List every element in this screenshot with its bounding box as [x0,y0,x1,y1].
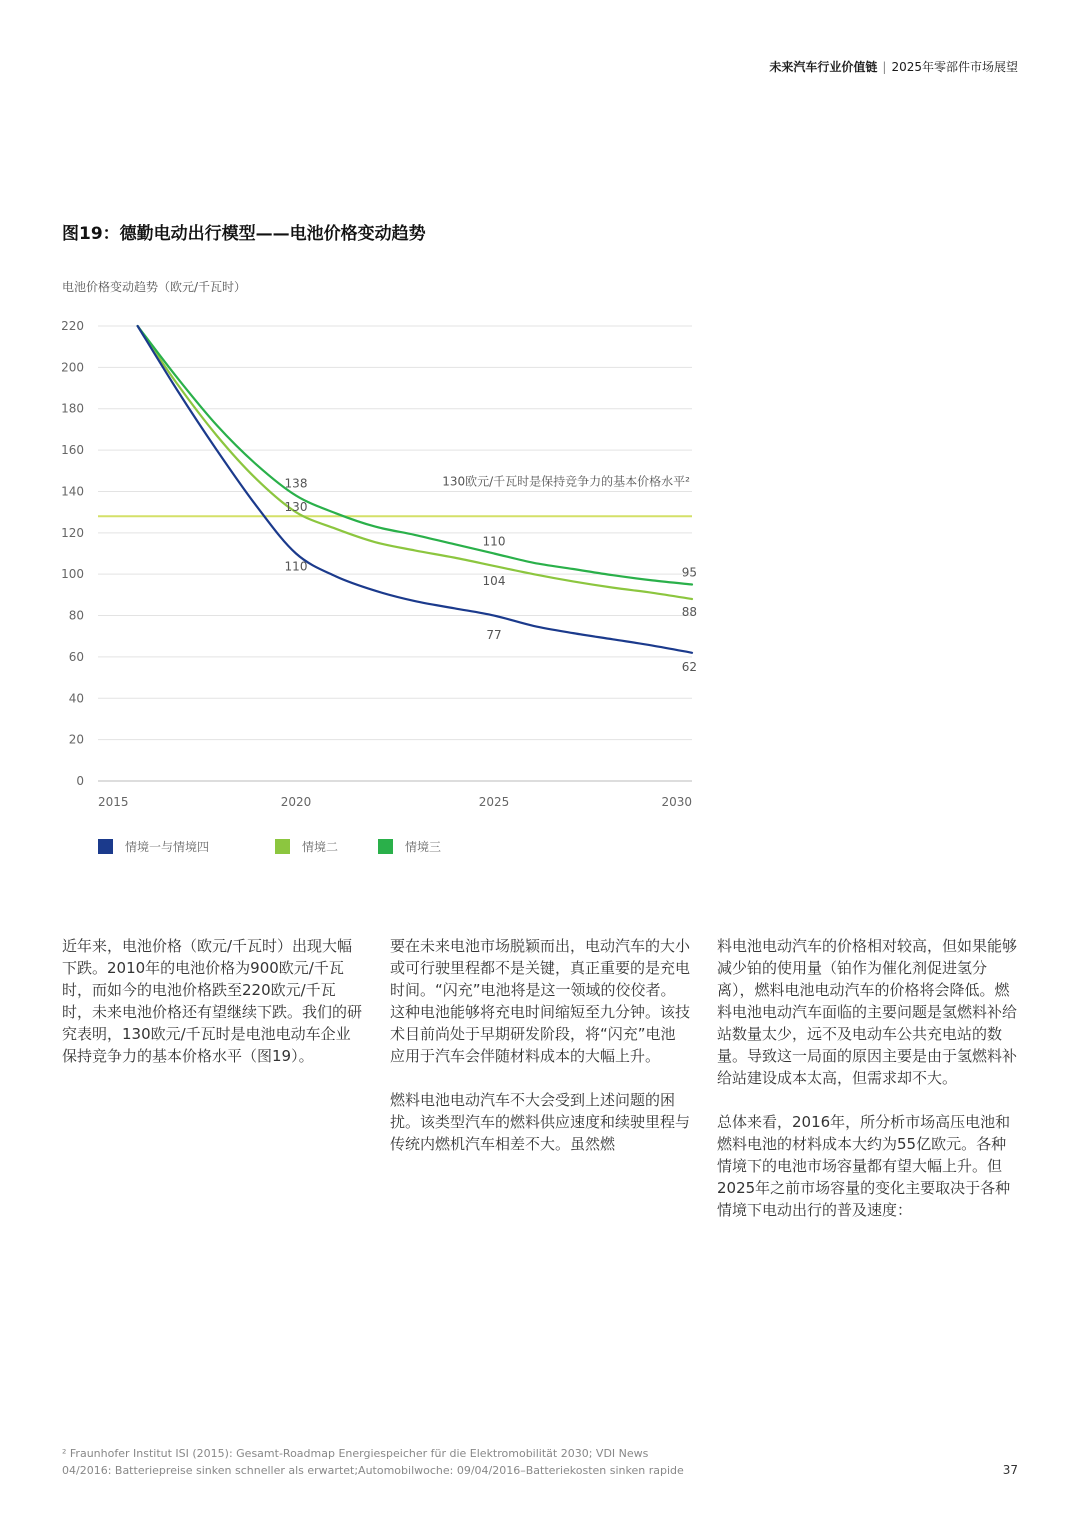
x-tick-label: 2015 [98,795,129,809]
data-label: 110 [284,559,308,574]
y-tick-label: 180 [61,401,84,416]
y-axis-label: 电池价格变动趋势（欧元/千瓦时） [62,280,247,294]
paragraph: 要在未来电池市场脱颖而出，电动汽车的大小或可行驶里程都不是关键，真正重要的是充电时间。“闪充”电池将是这一领域的佼佼者。这种电池能够将充电时间缩短至九分钟。该技术目前尚处于早期研发阶段，将“闪充”电池应用于汽车会伴随材料成本的大幅上升。 [390,937,691,1065]
legend-swatch [98,839,113,854]
y-tick-label: 160 [61,443,84,458]
footnote [62,1445,742,1479]
data-label: 130 [284,500,308,515]
header-separator: | [882,60,887,74]
reference-line-label: 130欧元/千瓦时是保持竞争力的基本价格水平² [442,474,690,489]
y-tick-label: 80 [68,608,84,623]
paragraph: 燃料电池电动汽车不大会受到上述问题的困扰。该类型汽车的燃料供应速度和续驶里程与传统内燃机汽车相差不大。虽然燃 [390,1091,691,1153]
data-label: 138 [284,476,308,491]
series-line-1 [138,326,692,653]
page-number: 37 [1002,1463,1018,1477]
legend-label: 情境一与情境四 [125,839,210,854]
legend-item-scenario-2 [275,836,338,856]
page-header [769,58,1018,75]
data-label: 77 [486,627,502,642]
legend-label: 情境三 [405,839,442,854]
x-tick-label: 2020 [280,795,312,809]
y-tick-label: 200 [61,360,84,375]
footnote-line-1: ² Fraunhofer Institut ISI (2015): Gesamt-Roadmap Energiespeicher für die Elektromobilität 2030; VDI News [62,1447,649,1460]
data-label: 88 [681,605,697,619]
x-tick-label: 2030 [661,795,692,809]
paragraph: 近年来，电池价格（欧元/千瓦时）出现大幅下跌。2010年的电池价格为900欧元/千瓦时，而如今的电池价格跌至220欧元/千瓦时，未来电池价格还有望继续下跌。我们的研究表明，130欧元/千瓦时是电池电动车企业保持竞争力的基本价格水平（图19）。 [62,937,363,1065]
y-tick-label: 220 [61,319,84,333]
y-tick-label: 20 [68,732,84,747]
body-column-3 [717,935,1017,1243]
report-title: 未来汽车行业价值链 [769,60,878,74]
figure-title: 图19：德勤电动出行模型——电池价格变动趋势 [62,224,426,244]
paragraph: 总体来看，2016年，所分析市场高压电池和燃料电池的材料成本大约为55亿欧元。各种情境下的电池市场容量都有望大幅上升。但2025年之前市场容量的变化主要取决于各种情境下电动出行的普及速度： [717,1113,1011,1219]
y-tick-label: 40 [68,691,84,706]
legend-item-scenario-1-4 [98,836,209,856]
data-label: 110 [482,534,506,549]
y-tick-label: 120 [61,525,84,540]
data-label: 62 [681,659,697,674]
legend-label: 情境二 [302,839,339,854]
body-column-1 [62,935,362,1089]
data-label: 104 [482,573,506,588]
data-label: 95 [681,565,697,580]
chart-legend [98,836,518,856]
battery-price-line-chart [0,300,1080,880]
x-tick-label: 2025 [478,795,510,809]
legend-swatch [275,839,290,854]
paragraph: 料电池电动汽车的价格相对较高，但如果能够减少铂的使用量（铂作为催化剂促进氢分离），燃料电池电动汽车的价格将会降低。燃料电池电动汽车面临的主要问题是氢燃料补给站数量太少，远不及电动车公共充电站的数量。导致这一局面的原因主要是由于氢燃料补给站建设成本太高，但需求却不大。 [717,937,1018,1087]
report-subtitle: 2025年零部件市场展望 [891,60,1018,74]
y-tick-label: 60 [68,649,84,664]
y-tick-label: 140 [61,484,84,499]
y-tick-label: 100 [61,567,84,582]
legend-item-scenario-3 [378,836,441,856]
body-column-2 [390,935,690,1177]
legend-swatch [378,839,393,854]
footnote-line-2: 04/2016: Batteriepreise sinken schneller als erwartet;Automobilwoche: 09/04/2016–Batteriekosten sinken rapide [62,1464,684,1477]
y-tick-label: 0 [76,774,84,788]
